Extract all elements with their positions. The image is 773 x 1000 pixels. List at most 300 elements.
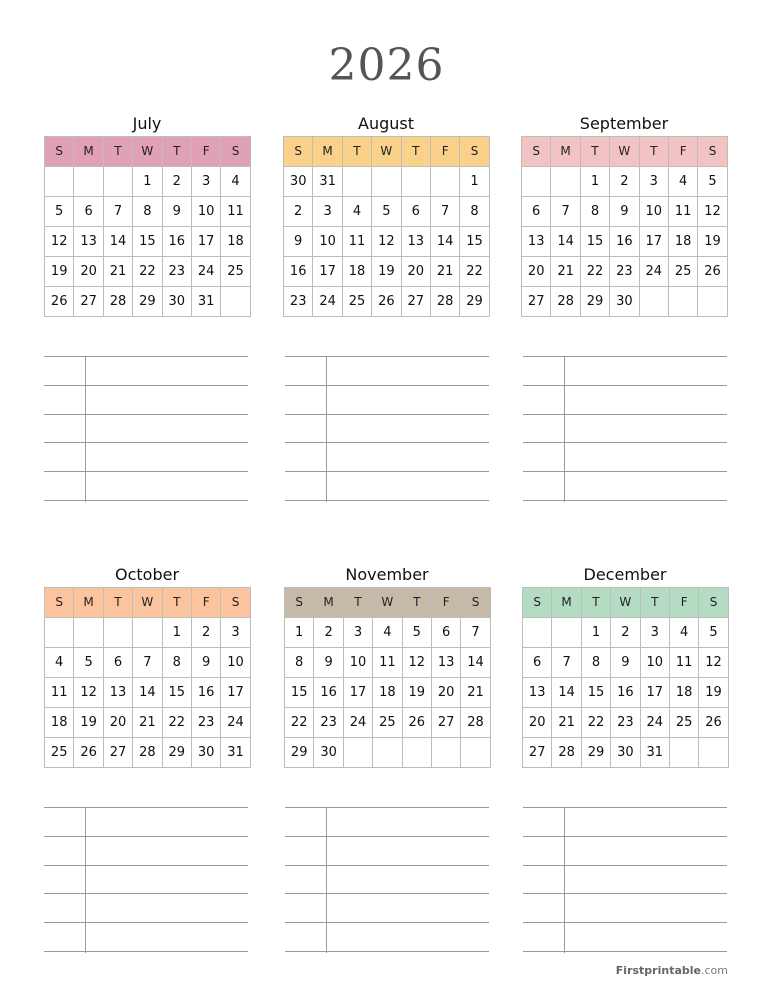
day-cell: 15 [162,678,191,708]
weekday-label: S [523,588,552,618]
note-divider-line [564,807,565,953]
day-cell: 30 [611,738,640,768]
day-cell: 5 [698,167,727,197]
day-cell: 7 [430,197,459,227]
week-row [45,257,251,287]
day-cell: 10 [191,197,220,227]
day-cell: 17 [313,257,342,287]
note-line [523,865,727,866]
year-title: 2026 [328,40,445,91]
day-cell: 21 [430,257,459,287]
day-cell: 14 [551,227,580,257]
weekday-label: M [313,137,342,167]
day-cell: 29 [460,287,489,317]
day-cell: 17 [343,678,372,708]
weekday-label: S [221,588,250,618]
day-cell: 2 [314,618,343,648]
day-cell: 18 [221,227,250,257]
week-row [522,257,728,287]
day-cell: 21 [551,257,580,287]
day-cell: 4 [373,618,402,648]
weekday-label: T [343,588,372,618]
note-line [523,500,727,501]
week-row [523,678,729,708]
day-cell: 6 [103,648,132,678]
day-cell: 22 [580,257,609,287]
day-cell: 12 [74,678,103,708]
month-name: October [114,565,180,584]
empty-day-cell [74,167,103,197]
week-row [523,708,729,738]
day-cell: 27 [431,708,460,738]
day-cell: 24 [343,708,372,738]
note-line [285,442,489,443]
weekday-header-row [45,137,251,167]
weekday-label: S [522,137,551,167]
day-cell: 12 [45,227,74,257]
day-cell: 19 [698,227,727,257]
day-cell: 25 [45,738,74,768]
day-cell: 16 [314,678,343,708]
day-cell: 7 [103,197,132,227]
day-cell: 20 [523,708,552,738]
day-cell: 8 [133,197,162,227]
weekday-label: T [640,588,669,618]
week-row [45,287,251,317]
day-cell: 19 [402,678,431,708]
day-cell: 23 [610,257,639,287]
day-cell: 12 [372,227,401,257]
day-cell: 19 [45,257,74,287]
day-cell: 21 [133,708,162,738]
weekday-label: F [191,137,220,167]
day-cell: 3 [313,197,342,227]
week-row [45,678,251,708]
day-cell: 28 [133,738,162,768]
empty-day-cell [372,167,401,197]
empty-day-cell [669,738,698,768]
week-row [284,287,490,317]
day-cell: 15 [581,678,610,708]
day-cell: 8 [460,197,489,227]
day-cell: 9 [611,648,640,678]
note-line [44,385,248,386]
day-cell: 24 [639,257,668,287]
day-cell: 26 [45,287,74,317]
day-cell: 5 [402,618,431,648]
day-cell: 21 [103,257,132,287]
day-cell: 20 [103,708,132,738]
day-cell: 30 [284,167,313,197]
week-row [285,618,491,648]
day-cell: 23 [191,708,220,738]
empty-day-cell [103,167,132,197]
day-cell: 17 [640,678,669,708]
day-cell: 29 [133,287,162,317]
day-cell: 12 [699,648,728,678]
day-cell: 2 [191,618,220,648]
notes-area-august [285,356,489,502]
day-cell: 4 [669,618,698,648]
weekday-label: F [191,588,220,618]
day-cell: 6 [522,197,551,227]
day-cell: 20 [401,257,430,287]
day-cell: 6 [401,197,430,227]
notes-area-september [523,356,727,502]
note-line [44,922,248,923]
weekday-label: M [314,588,343,618]
month-name: December [583,565,667,584]
day-cell: 27 [103,738,132,768]
empty-day-cell [342,167,371,197]
day-cell: 3 [343,618,372,648]
day-cell: 29 [580,287,609,317]
day-cell: 3 [639,167,668,197]
day-cell: 15 [460,227,489,257]
weekday-label: S [461,588,490,618]
day-cell: 24 [191,257,220,287]
note-line [44,807,248,808]
day-cell: 1 [581,618,610,648]
month-grid [44,136,251,317]
day-cell: 13 [103,678,132,708]
day-cell: 16 [610,227,639,257]
day-cell: 2 [611,618,640,648]
day-cell: 27 [523,738,552,768]
week-row [45,708,251,738]
day-cell: 31 [221,738,250,768]
day-cell: 31 [313,167,342,197]
day-cell: 26 [402,708,431,738]
day-cell: 23 [611,708,640,738]
day-cell: 27 [401,287,430,317]
weekday-header-row [523,588,729,618]
day-cell: 14 [552,678,581,708]
note-line [285,500,489,501]
week-row [45,738,251,768]
day-cell: 23 [162,257,191,287]
day-cell: 6 [74,197,103,227]
empty-day-cell [133,618,162,648]
day-cell: 25 [342,287,371,317]
month-name: August [358,114,414,133]
empty-day-cell [74,618,103,648]
brand-name: Firstprintable [615,964,701,977]
day-cell: 1 [285,618,314,648]
day-cell: 16 [611,678,640,708]
day-cell: 18 [668,227,697,257]
weekday-label: S [698,137,727,167]
note-divider-line [564,356,565,502]
day-cell: 14 [133,678,162,708]
day-cell: 12 [402,648,431,678]
empty-day-cell [343,738,372,768]
day-cell: 11 [221,197,250,227]
month-grid [522,587,729,768]
day-cell: 26 [699,708,728,738]
day-cell: 29 [285,738,314,768]
day-cell: 31 [191,287,220,317]
note-line [44,414,248,415]
week-row [285,708,491,738]
week-row [523,738,729,768]
empty-day-cell [668,287,697,317]
weekday-label: W [373,588,402,618]
day-cell: 13 [74,227,103,257]
note-line [44,356,248,357]
day-cell: 13 [523,678,552,708]
day-cell: 18 [669,678,698,708]
weekday-label: W [133,588,162,618]
day-cell: 9 [162,197,191,227]
month-name: September [579,114,669,133]
day-cell: 23 [284,287,313,317]
day-cell: 28 [430,287,459,317]
weekday-header-row [45,588,251,618]
day-cell: 13 [401,227,430,257]
day-cell: 29 [162,738,191,768]
weekday-label: M [74,588,103,618]
month-grid [521,136,728,317]
weekday-header-row [284,137,490,167]
day-cell: 3 [640,618,669,648]
empty-day-cell [522,167,551,197]
day-cell: 5 [74,648,103,678]
day-cell: 20 [431,678,460,708]
empty-day-cell [402,738,431,768]
day-cell: 19 [74,708,103,738]
day-cell: 12 [698,197,727,227]
day-cell: 2 [162,167,191,197]
week-row [45,618,251,648]
empty-day-cell [639,287,668,317]
day-cell: 11 [342,227,371,257]
weekday-label: M [74,137,103,167]
weekday-label: T [580,137,609,167]
weekday-label: W [610,137,639,167]
week-row [284,227,490,257]
empty-day-cell [45,167,74,197]
note-line [523,893,727,894]
day-cell: 10 [640,648,669,678]
note-line [285,807,489,808]
empty-day-cell [431,738,460,768]
note-divider-line [326,807,327,953]
day-cell: 11 [45,678,74,708]
weekday-label: T [162,588,191,618]
day-cell: 4 [342,197,371,227]
day-cell: 22 [285,708,314,738]
note-line [44,893,248,894]
day-cell: 9 [284,227,313,257]
week-row [522,197,728,227]
day-cell: 1 [460,167,489,197]
note-line [523,385,727,386]
day-cell: 28 [551,287,580,317]
week-row [522,167,728,197]
day-cell: 25 [373,708,402,738]
week-row [45,167,251,197]
day-cell: 20 [74,257,103,287]
empty-day-cell [45,618,74,648]
week-row [285,648,491,678]
day-cell: 22 [581,708,610,738]
note-divider-line [85,807,86,953]
day-cell: 28 [552,738,581,768]
weekday-label: T [103,137,132,167]
weekday-label: T [639,137,668,167]
day-cell: 5 [372,197,401,227]
note-line [523,951,727,952]
note-line [523,836,727,837]
day-cell: 9 [610,197,639,227]
day-cell: 6 [431,618,460,648]
empty-day-cell [461,738,490,768]
day-cell: 22 [162,708,191,738]
day-cell: 21 [461,678,490,708]
day-cell: 2 [610,167,639,197]
day-cell: 2 [284,197,313,227]
note-line [523,807,727,808]
day-cell: 24 [313,287,342,317]
empty-day-cell [401,167,430,197]
day-cell: 20 [522,257,551,287]
week-row [45,197,251,227]
week-row [523,648,729,678]
day-cell: 16 [162,227,191,257]
day-cell: 27 [74,287,103,317]
day-cell: 14 [461,648,490,678]
weekday-header-row [285,588,491,618]
day-cell: 10 [313,227,342,257]
day-cell: 7 [133,648,162,678]
note-line [285,951,489,952]
note-line [285,893,489,894]
note-line [523,414,727,415]
week-row [284,257,490,287]
day-cell: 25 [669,708,698,738]
day-cell: 28 [103,287,132,317]
day-cell: 25 [668,257,697,287]
day-cell: 19 [372,257,401,287]
day-cell: 16 [191,678,220,708]
day-cell: 24 [640,708,669,738]
day-cell: 18 [373,678,402,708]
note-line [285,922,489,923]
month-grid [283,136,490,317]
day-cell: 3 [191,167,220,197]
weekday-label: F [668,137,697,167]
day-cell: 30 [610,287,639,317]
note-line [44,865,248,866]
day-cell: 30 [162,287,191,317]
note-divider-line [85,356,86,502]
note-line [44,500,248,501]
day-cell: 15 [285,678,314,708]
weekday-label: T [581,588,610,618]
day-cell: 1 [162,618,191,648]
day-cell: 11 [669,648,698,678]
day-cell: 24 [221,708,250,738]
day-cell: 4 [668,167,697,197]
month-name: November [345,565,429,584]
day-cell: 10 [221,648,250,678]
day-cell: 23 [314,708,343,738]
weekday-label: F [431,588,460,618]
day-cell: 30 [191,738,220,768]
day-cell: 17 [639,227,668,257]
day-cell: 5 [699,618,728,648]
weekday-label: S [285,588,314,618]
note-line [285,385,489,386]
weekday-label: F [669,588,698,618]
note-line [44,836,248,837]
empty-day-cell [373,738,402,768]
day-cell: 16 [284,257,313,287]
weekday-label: W [372,137,401,167]
day-cell: 30 [314,738,343,768]
week-row [285,678,491,708]
weekday-label: T [162,137,191,167]
weekday-label: S [699,588,728,618]
day-cell: 14 [430,227,459,257]
week-row [522,227,728,257]
day-cell: 8 [581,648,610,678]
day-cell: 7 [461,618,490,648]
weekday-label: T [401,137,430,167]
day-cell: 15 [580,227,609,257]
note-line [285,414,489,415]
day-cell: 5 [45,197,74,227]
day-cell: 18 [45,708,74,738]
day-cell: 17 [191,227,220,257]
brand-suffix: .com [701,964,728,977]
week-row [284,197,490,227]
weekday-label: W [133,137,162,167]
day-cell: 13 [431,648,460,678]
note-line [523,356,727,357]
note-line [523,471,727,472]
week-row [284,167,490,197]
week-row [45,227,251,257]
notes-area-october [44,807,248,953]
note-line [285,836,489,837]
notes-area-november [285,807,489,953]
weekday-label: S [45,137,74,167]
weekday-label: S [284,137,313,167]
day-cell: 9 [191,648,220,678]
empty-day-cell [430,167,459,197]
day-cell: 25 [221,257,250,287]
week-row [285,738,491,768]
empty-day-cell [698,287,727,317]
day-cell: 26 [372,287,401,317]
weekday-label: W [611,588,640,618]
empty-day-cell [221,287,250,317]
weekday-label: T [402,588,431,618]
weekday-label: S [221,137,250,167]
day-cell: 13 [522,227,551,257]
weekday-label: T [103,588,132,618]
day-cell: 18 [342,257,371,287]
day-cell: 15 [133,227,162,257]
note-line [44,951,248,952]
day-cell: 19 [699,678,728,708]
day-cell: 7 [552,648,581,678]
note-line [285,865,489,866]
note-line [523,442,727,443]
day-cell: 22 [133,257,162,287]
